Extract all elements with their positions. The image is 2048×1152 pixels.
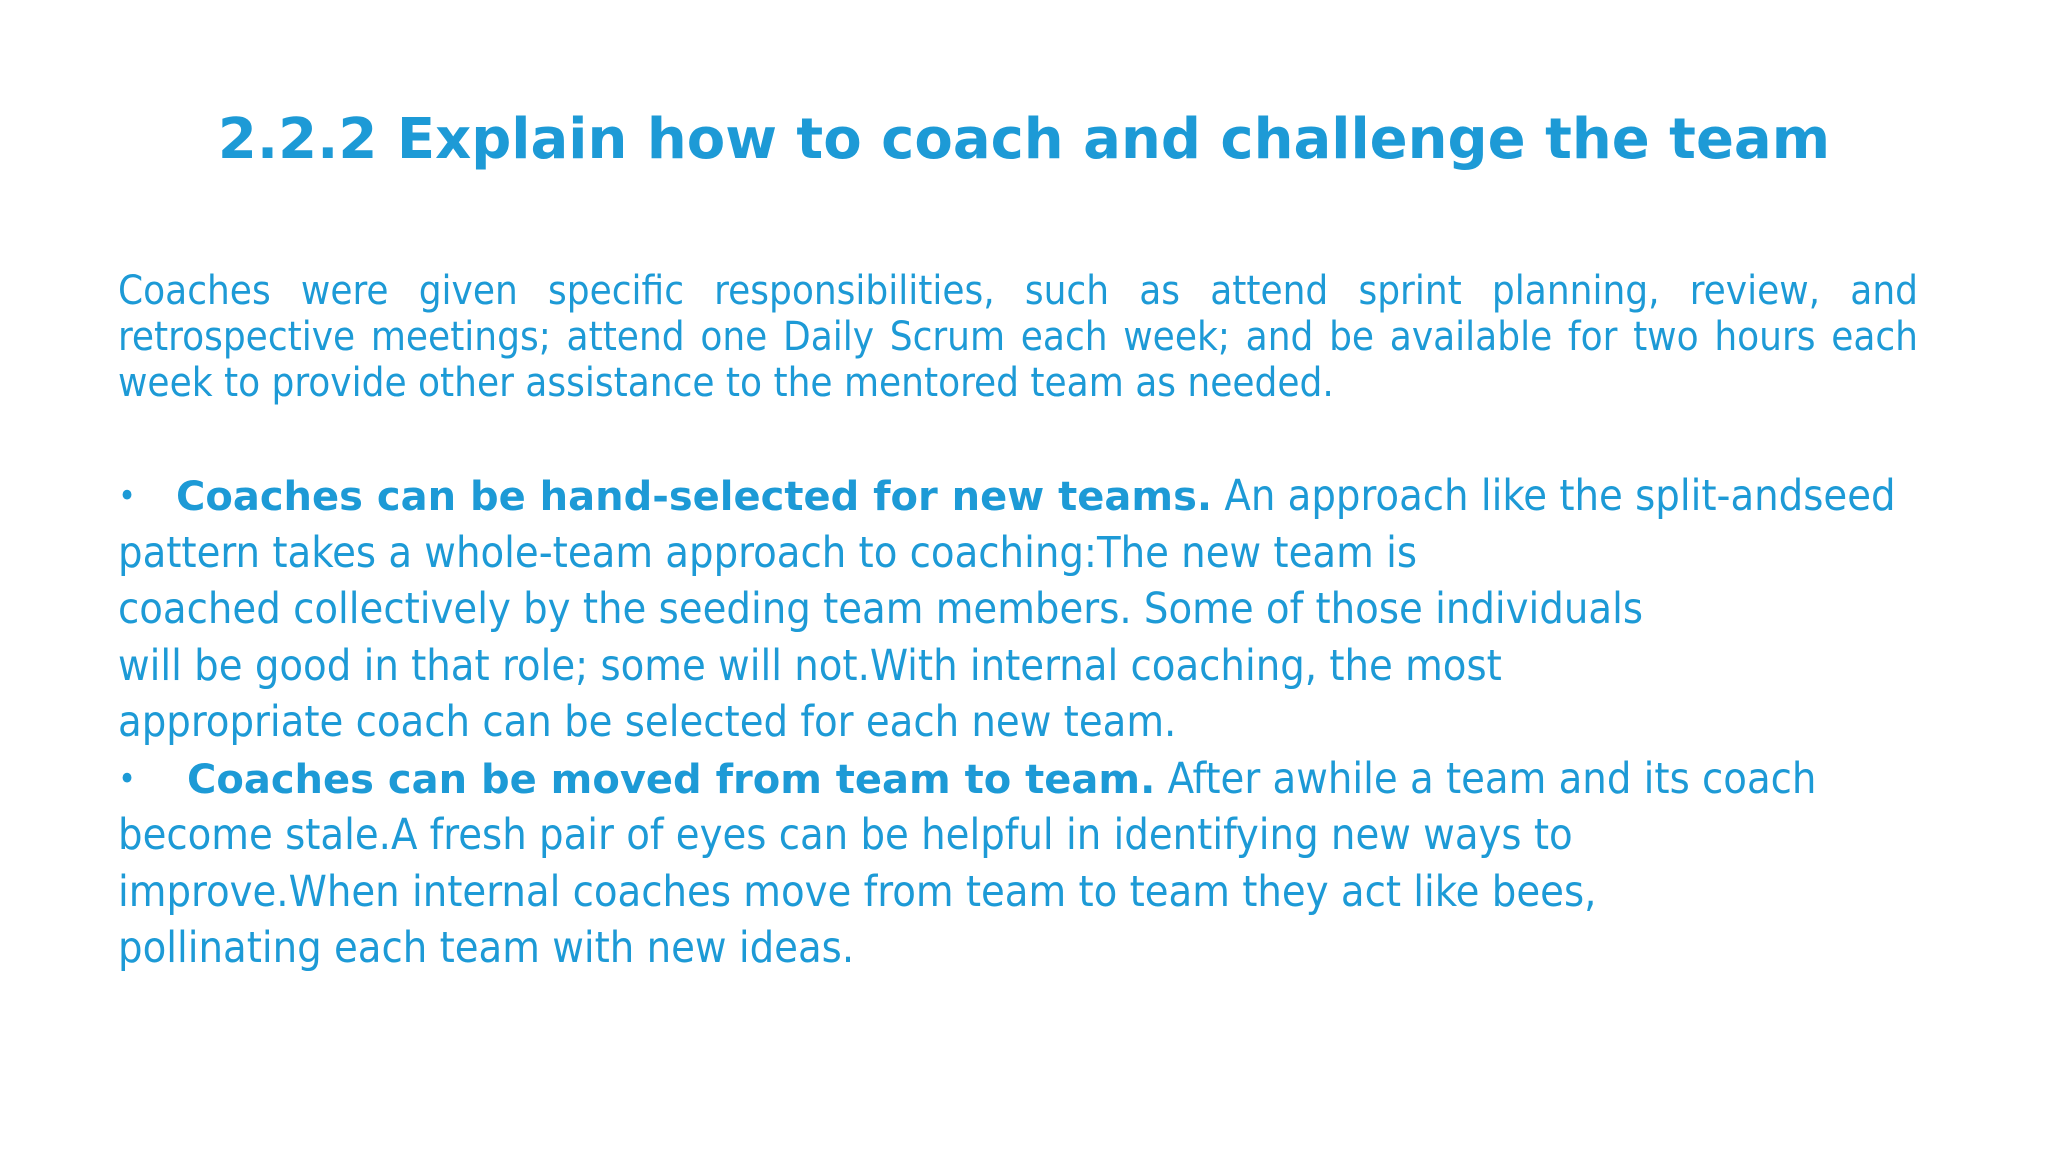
- bullet-2-line: improve.When internal coaches move from team to team they act like bees,: [118, 866, 1597, 917]
- intro-line-1: Coaches were given specific responsibilities, such as attend sprint planning, review, and: [118, 268, 1918, 314]
- bullet-2-heading: Coaches can be moved from team to team.: [187, 756, 1156, 803]
- intro-line-2: retrospective meetings; attend one Daily Scrum each week; and be available for two hours each: [118, 314, 1918, 360]
- bullet-1-line: pattern takes a whole-team approach to coaching:The new team is: [118, 527, 1417, 578]
- slide-title: 2.2.2 Explain how to coach and challenge the team: [217, 107, 1831, 172]
- bullet-1-line: will be good in that role; some will not.With internal coaching, the most: [118, 640, 1502, 691]
- bullet-icon: •: [118, 476, 137, 516]
- bullet-icon: •: [118, 758, 137, 799]
- bullet-1-line: coached collectively by the seeding team members. Some of those individuals: [118, 584, 1643, 634]
- bullet-1-line: appropriate coach can be selected for each new team.: [118, 697, 1177, 747]
- bullet-1-heading: Coaches can be hand-selected for new teams.: [176, 474, 1213, 520]
- intro-line-3: week to provide other assistance to the mentored team as needed.: [118, 360, 1334, 406]
- bullet-1-first-line: [118, 468, 1918, 525]
- bullet-1-text: An approach like the split-andseed: [1212, 471, 1896, 521]
- bullet-2-text: After awhile a team and its coach: [1155, 753, 1817, 804]
- bullet-2-first-line: [118, 751, 1918, 808]
- bullet-2-line: become stale.A fresh pair of eyes can be helpful in identifying new ways to: [118, 810, 1573, 860]
- bullet-2-line: pollinating each team with new ideas.: [118, 923, 855, 973]
- intro-paragraph: [118, 268, 1918, 406]
- bullet-list: [118, 468, 1918, 977]
